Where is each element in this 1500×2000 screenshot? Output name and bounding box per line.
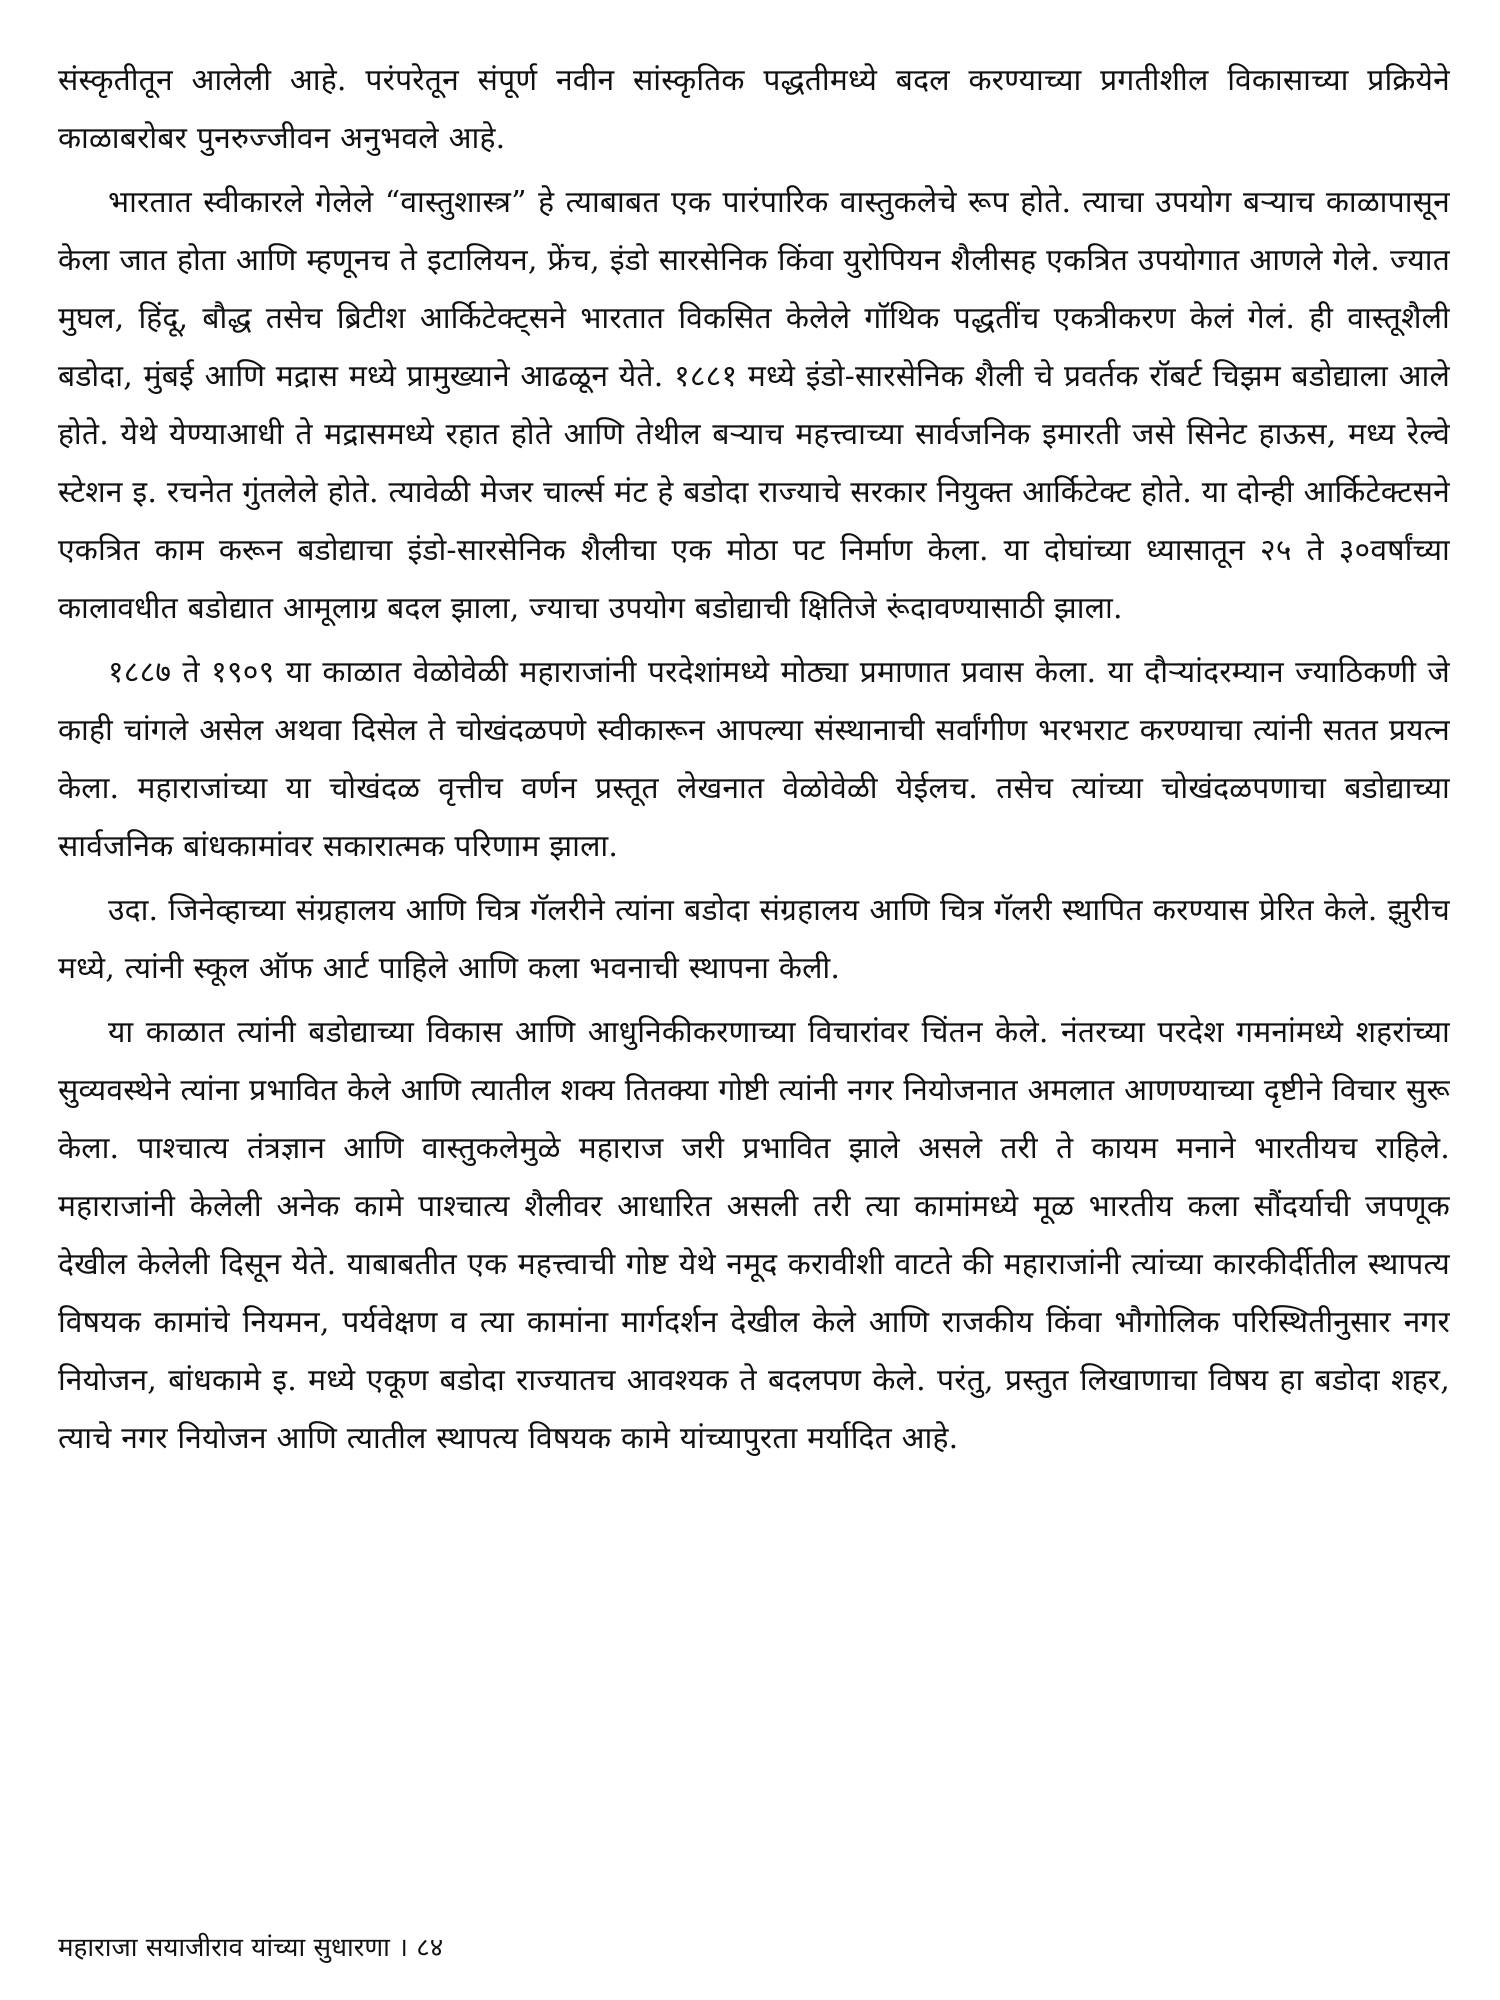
paragraph-3: १८८७ ते १९०९ या काळात वेळोवेळी महाराजांनी परदेशांमध्ये मोठ्या प्रमाणात प्रवास केला. या दौऱ्यांदरम्यान ज्याठिकणी जे काही चांगले असेल अथवा दिसेल ते चोखंदळपणे स्वीकारून आपल्या संस्थानाची सर्वांगीण भरभराट करण्याचा त्यांनी सतत प्रयत्न केला. महाराजांच्या या चोखंदळ वृत्तीच वर्णन प्रस्तूत लेखनात वेळोवेळी येईलच. तसेच त्यांच्या चोखंदळपणाचा बडोद्याच्या सार्वजनिक बांधकामांवर सकारात्मक परिणाम झाला.: [58, 655, 1450, 864]
page-footer: महाराजा सयाजीराव यांच्या सुधारणा । ८४: [58, 1933, 444, 1963]
paragraph-2: भारतात स्वीकारले गेलेले “वास्तुशास्त्र” हे त्याबाबत एक पारंपारिक वास्तुकलेचे रूप होते. त्याचा उपयोग बऱ्याच काळापासून केला जात होता आणि म्हणूनच ते इटालियन, फ्रेंच, इंडो सारसेनिक किंवा युरोपियन शैलीसह एकत्रित उपयोगात आणले गेले. ज्यात मुघल, हिंदू, बौद्ध तसेच ब्रिटीश आर्किटेक्ट्सने भारतात विकसित केलेले गॉथिक पद्धतींच एकत्रीकरण केलं गेलं. ही वास्तूशैली बडोदा, मुंबई आणि मद्रास मध्ये प्रामुख्याने आढळून येते. १८८१ मध्ये इंडो-सारसेनिक शैली चे प्रवर्तक रॉबर्ट चिझम बडोद्याला आले होते. येथे येण्याआधी ते मद्रासमध्ये रहात होते आणि तेथील बऱ्याच महत्त्वाच्या सार्वजनिक इमारती जसे सिनेट हाऊस, मध्य रेल्वे स्टेशन इ. रचनेत गुंतलेले होते. त्यावेळी मेजर चार्ल्स मंट हे बडोदा राज्याचे सरकार नियुक्त आर्किटेक्ट होते. या दोन्ही आर्किटेक्टसने एकत्रित काम करून बडोद्याचा इंडो-सारसेनिक शैलीचा एक मोठा पट निर्माण केला. या दोघांच्या ध्यासातून २५ ते ३०वर्षांच्या कालावधीत बडोद्यात आमूलाग्र बदल झाला, ज्याचा उपयोग बडोद्याची क्षितिजे रूंदावण्यासाठी झाला.: [58, 185, 1450, 626]
paragraph-5: या काळात त्यांनी बडोद्याच्या विकास आणि आधुनिकीकरणाच्या विचारांवर चिंतन केले. नंतरच्या परदेश गमनांमध्ये शहरांच्या सुव्यवस्थेने त्यांना प्रभावित केले आणि त्यातील शक्य तितक्या गोष्टी त्यांनी नगर नियोजनात अमलात आणण्याच्या दृष्टीने विचार सुरू केला. पाश्चात्य तंत्रज्ञान आणि वास्तुकलेमुळे महाराज जरी प्रभावित झाले असले तरी ते कायम मनाने भारतीयच राहिले. महाराजांनी केलेली अनेक कामे पाश्चात्य शैलीवर आधारित असली तरी त्या कामांमध्ये मूळ भारतीय कला सौंदर्याची जपणूक देखील केलेली दिसून येते. याबाबतीत एक महत्त्वाची गोष्ट येथे नमूद करावीशी वाटते की महाराजांनी त्यांच्या कारकीर्दीतील स्थापत्य विषयक कामांचे नियमन, पर्यवेक्षण व त्या कामांना मार्गदर्शन देखील केले आणि राजकीय किंवा भौगोलिक परिस्थितीनुसार नगर नियोजन, बांधकामे इ. मध्ये एकूण बडोदा राज्यातच आवश्यक ते बदलपण केले. परंतु, प्रस्तुत लिखाणाचा विषय हा बडोदा शहर, त्याचे नगर नियोजन आणि त्यातील स्थापत्य विषयक कामे यांच्यापुरता मर्यादित आहे.: [58, 1015, 1450, 1456]
paragraph-4: उदा. जिनेव्हाच्या संग्रहालय आणि चित्र गॅलरीने त्यांना बडोदा संग्रहालय आणि चित्र गॅलरी स्थापित करण्यास प्रेरित केले. झुरीच मध्ये, त्यांनी स्कूल ऑफ आर्ट पाहिले आणि कला भवनाची स्थापना केली.: [58, 893, 1450, 986]
paragraph-1: संस्कृतीतून आलेली आहे. परंपरेतून संपूर्ण नवीन सांस्कृतिक पद्धतीमध्ये बदल करण्याच्या प्रगतीशील विकासाच्या प्रक्रियेने काळाबरोबर पुनरुज्जीवन अनुभवले आहे.: [58, 63, 1450, 156]
page-body: [58, 52, 1450, 1912]
